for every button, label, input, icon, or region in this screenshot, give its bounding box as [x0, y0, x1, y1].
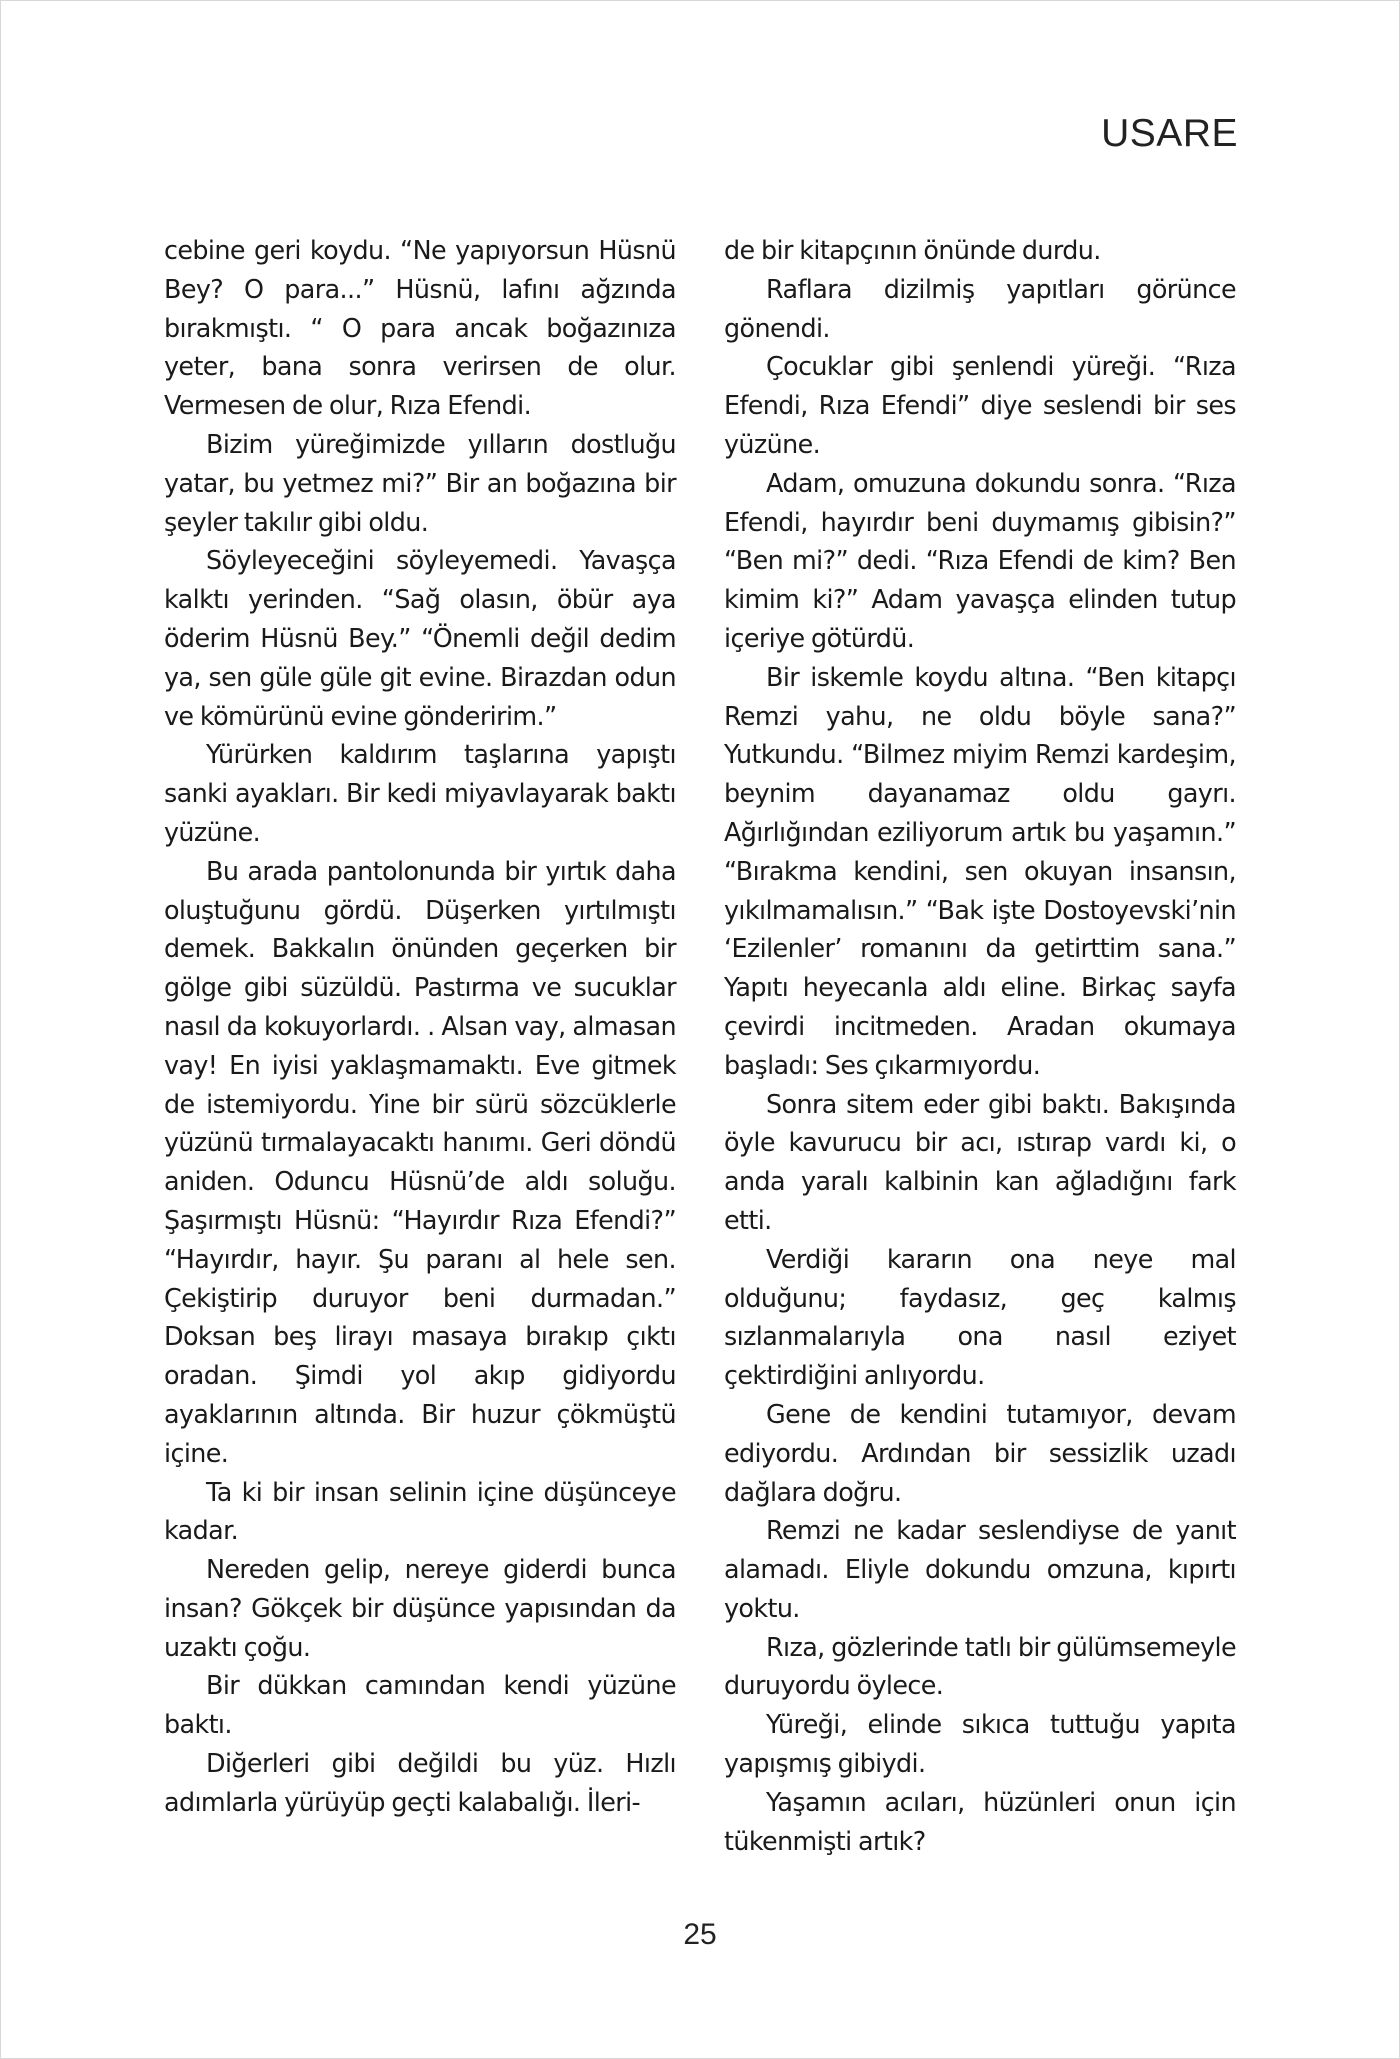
paragraph: cebine geri koydu. “Ne yapıyorsun Hüsnü Bey? O para...” Hüsnü, lafını ağzında bırakmıştı. “ O para ancak boğazınıza yeter, bana sonra verirsen de olur. Vermesen de olur, Rıza Efendi. [164, 235, 676, 421]
paragraph: Bizim yüreğimizde yılların dostluğu yatar, bu yetmez mi?” Bir an boğazına bir şeyler takılır gibi oldu. [164, 428, 676, 537]
paragraph: Çocuklar gibi şenlendi yüreği. “Rıza Efendi, Rıza Efendi” diye seslendi bir ses yüzüne. [724, 351, 1236, 459]
left-text-column [164, 231, 676, 1822]
paragraph: Yüreği, elinde sıkıca tuttuğu yapıta yapışmış gibiydi. [724, 1709, 1236, 1779]
paragraph: Rıza, gözlerinde tatlı bir gülümsemeyle duruyordu öylece. [724, 1631, 1236, 1701]
paragraph: Bir dükkan camından kendi yüzüne baktı. [164, 1670, 676, 1740]
paragraph: Remzi ne kadar seslendiyse de yanıt alamadı. Eliyle dokundu omzuna, kıpırtı yoktu. [724, 1515, 1236, 1623]
running-header-title: USARE [1101, 112, 1238, 155]
page-number: 25 [683, 1918, 717, 1951]
paragraph: de bir kitapçının önünde durdu. [724, 235, 1101, 265]
paragraph: Bu arada pantolonunda bir yırtık daha oluştuğunu gördü. Düşerken yırtılmıştı demek. Bakkalın önünden geçerken bir gölge gibi süzüldü. Pastırma ve sucuklar nasıl da kokuyorlardı. . Alsan vay, almasan vay! En iyisi yaklaşmamaktı. Eve gitmek de istemiyordu. Yine bir sürü sözcüklerle yüzünü tırmalayacaktı hanımı. Geri döndü aniden. Oduncu Hüsnü’de aldı soluğu. Şaşırmıştı Hüsnü: “Hayırdır Rıza Efendi?” “Hayırdır, hayır. Şu paranı al hele sen. Çekiştirip duruyor beni durmadan.” Doksan beş lirayı masaya bırakıp çıktı oradan. Şimdi yol akıp gidiyordu ayaklarının altında. Bir huzur çökmüştü içine. [164, 855, 676, 1468]
paragraph: Ta ki bir insan selinin içine düşünceye kadar. [164, 1476, 676, 1546]
paragraph: Yürürken kaldırım taşlarına yapıştı sanki ayakları. Bir kedi miyavlayarak baktı yüzüne. [164, 739, 676, 847]
paragraph: Diğerleri gibi değildi bu yüz. Hızlı adımlarla yürüyüp geçti kalabalığı. İleri- [164, 1748, 676, 1817]
paragraph: Verdiği kararın ona neye mal olduğunu; faydasız, geç kalmış sızlanmalarıyla ona nasıl eziyet çektirdiğini anlıyordu. [724, 1243, 1236, 1391]
paragraph: Adam, omuzuna dokundu sonra. “Rıza Efendi, hayırdır beni duymamış gibisin?” “Ben mi?” dedi. “Rıza Efendi de kim? Ben kimim ki?” Adam yavaşça elinden tutup içeriye götürdü. [724, 467, 1236, 653]
paragraph: Nereden gelip, nereye giderdi bunca insan? Gökçek bir düşünce yapısından da uzaktı çoğu. [164, 1554, 676, 1662]
right-text-column [724, 231, 1236, 1860]
paragraph: Bir iskemle koydu altına. “Ben kitapçı Remzi yahu, ne oldu böyle sana?” Yutkundu. “Bilmez miyim Remzi kardeşim, beynim dayanamaz oldu gayrı. Ağırlığından eziliyorum artık bu yaşamın.” “Bırakma kendini, sen okuyan insansın, yıkılmamalısın.” “Bak işte Dostoyevski’nin ‘Ezilenler’ romanını da getirttim sana.” Yapıtı heyecanla aldı eline. Birkaç sayfa çevirdi incitmeden. Aradan okumaya başladı: Ses çıkarmıyordu. [724, 661, 1236, 1080]
paragraph: Gene de kendini tutamıyor, devam ediyordu. Ardından bir sessizlik uzadı dağlara doğru. [724, 1398, 1236, 1507]
paragraph: Sonra sitem eder gibi baktı. Bakışında öyle kavurucu bir acı, ıstırap vardı ki, o anda yaralı kalbinin kan ağladığını fark etti. [724, 1088, 1236, 1235]
paragraph: Raflara dizilmiş yapıtları görünce gönendi. [724, 273, 1236, 343]
paragraph: Söyleyeceğini söyleyemedi. Yavaşça kalktı yerinden. “Sağ olasın, öbür aya öderim Hüsnü Bey.” “Önemli değil dedim ya, sen güle güle git evine. Birazdan odun ve kömürünü evine gönderirim.” [164, 545, 676, 731]
paragraph: Yaşamın acıları, hüzünleri onun için tükenmişti artık? [724, 1786, 1236, 1856]
